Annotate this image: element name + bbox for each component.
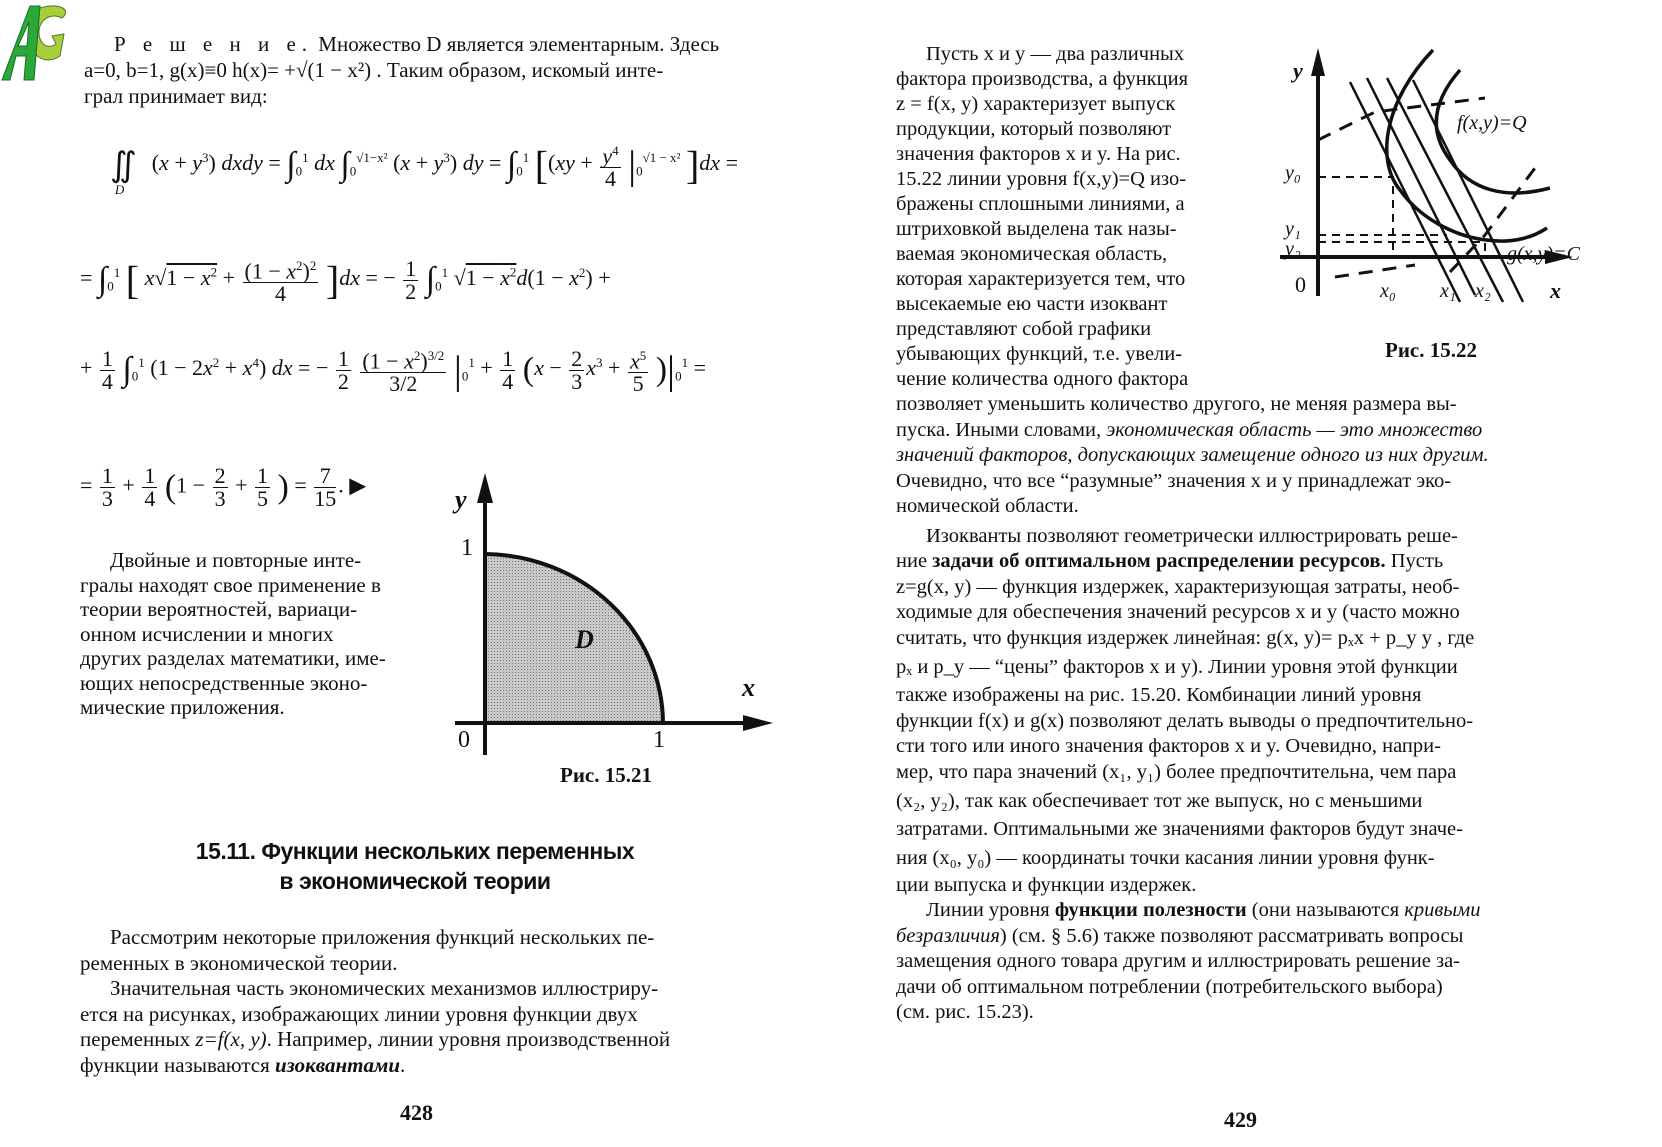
axis-label-y: y xyxy=(1293,58,1303,83)
ag-logo-icon xyxy=(0,0,72,86)
para1-line1: Рассмотрим некоторые приложения функций нескольких пе- xyxy=(110,925,655,949)
intro-line: штриховкой выделена так назы- xyxy=(896,218,1177,240)
iso-line6: pₓ и p_y — “цены” факторов x и y). Линии уровня этой функции xyxy=(896,656,1458,678)
equation-1: $∬_D$ $(x + y^3)$ dxdy = $\int_0^1$ dx $\int_0^{√1-x^2}$ $(x + y^3)$ dy = $\int_0^1$ [(xy + $\frac{y^4}{4}$ $|_0^{√1 - x^2}$ ]dx = xyxy=(110,140,738,190)
axis-label-x: x xyxy=(742,673,755,702)
section-heading-line-1: 15.11. Функции нескольких переменных xyxy=(195,838,635,864)
intro-line: бражены сплошными линиями, а xyxy=(896,193,1185,215)
util-line1: Линии уровня функции полезности (они называются кривыми xyxy=(926,899,1481,921)
cost-line-label: g(x,y)=C xyxy=(1507,243,1580,265)
integrals-line: гралы находят свое применение в xyxy=(80,572,381,597)
x2-label: x₂ xyxy=(1475,280,1491,302)
iso-line10: мер, что пара значений (x₁, y₁) более предпочтительна, чем пара xyxy=(896,760,1457,783)
y-axis-arrow-icon xyxy=(477,473,493,503)
integrals-line: Двойные и повторные инте- xyxy=(110,548,362,572)
para2-line2: ется на рисунках, изображающих линии уровня функции двух xyxy=(80,1001,638,1026)
cont-line5: номической области. xyxy=(896,495,1079,517)
section-heading xyxy=(100,836,730,896)
cont-line1: позволяет уменьшить количество другого, не меняя размера вы- xyxy=(896,393,1457,415)
iso-line3: z=g(x, y) — функция издержек, характеризующая затраты, необ- xyxy=(896,575,1460,598)
isoquant-diagram xyxy=(1275,40,1575,340)
figure-caption: Рис. 15.22 xyxy=(1385,338,1477,362)
page-number-right: 429 xyxy=(1224,1107,1257,1132)
iso-line9: сти того или иного значения факторов x и y. Очевидно, напри- xyxy=(896,735,1441,757)
solution-line-1: Множество D является элементарным. Здесь xyxy=(313,32,720,56)
solution-intro xyxy=(84,31,740,109)
term-utility-function: функции полезности xyxy=(1054,899,1247,921)
integrals-paragraph xyxy=(80,548,434,720)
integrals-line: ющих непосредственные эконо- xyxy=(80,670,368,695)
tick-label-y-1: 1 xyxy=(461,535,473,561)
intro-line: убывающих функций, т.е. увели- xyxy=(896,343,1183,365)
integrals-line: мические приложения. xyxy=(80,695,285,719)
isoquant-label: f(x,y)=Q xyxy=(1457,112,1527,134)
intro-line: z = f(x, y) характеризует выпуск xyxy=(896,93,1176,115)
x1-label: x₁ xyxy=(1440,280,1456,302)
para2-line3: переменных z=f(x, y). Например, линии уровня производственной xyxy=(80,1027,671,1051)
origin-label: 0 xyxy=(1295,272,1306,297)
para1-line2: ременных в экономической теории. xyxy=(80,950,398,975)
iso-line5: считать, что функция издержек линейная: g(x, y)= pₓx + p_y y , где xyxy=(896,626,1475,649)
intro-line: ваемая экономическая область, xyxy=(896,243,1168,265)
publisher-logo xyxy=(0,0,72,86)
iso-line11: (x₂, y₂), так как обеспечивает тот же выпуск, но с меньшими xyxy=(896,790,1423,812)
integrals-line: онном исчислении и многих xyxy=(80,621,334,646)
cont-line4: Очевидно, что все “разумные” значения x и y принадлежат эко- xyxy=(896,469,1452,492)
axis-label-x: x xyxy=(1550,278,1561,303)
intro-paragraphs xyxy=(80,925,740,1078)
equation-4: = $\frac{1}{3}$ + $\frac{1}{4}$ (1 − $\frac{2}{3}$ + $\frac{1}{5}$ ) = $\frac{7}{15}$ . ▶ xyxy=(80,463,367,511)
region-label-d: D xyxy=(575,625,594,654)
x0-label: x₀ xyxy=(1380,280,1396,302)
para2-line1: Значительная часть экономических механизмов иллюстриру- xyxy=(110,976,659,1000)
axis-label-y: y xyxy=(455,485,467,514)
y1-label: y₁ xyxy=(1285,218,1301,240)
equation-2: = $\int_0^1$ [ $x√1 - x^2$ + $\frac{(1 - x^2)^2}{4}$ ]dx = − $\frac{1}{2}$ $\int_0^1$ $√1 - x^2d(1 - x^2)$ + xyxy=(80,255,611,307)
intro-line: чение количества одного фактора xyxy=(896,368,1189,390)
intro-line: 15.22 линии уровня f(x,y)=Q изо- xyxy=(896,168,1187,190)
tick-label-x-1: 1 xyxy=(653,727,665,753)
right-continuation xyxy=(896,392,1596,1026)
term-optimal-allocation: задачи об оптимальном распределении ресурсов. xyxy=(932,550,1386,572)
y0-label: y₀ xyxy=(1285,162,1301,184)
integrals-line: теории вероятностей, вариаци- xyxy=(80,597,358,621)
figure-15-22 xyxy=(1275,40,1580,385)
solution-line-2: a=0, b=1, g(x)≡0 h(x)= +√(1 − x²) . Таким образом, искомый инте- xyxy=(84,58,664,82)
iso-line7: также изображены на рис. 15.20. Комбинации линий уровня xyxy=(896,684,1422,706)
util-line3: замещения одного товара другим и иллюстрировать решение за- xyxy=(896,950,1460,972)
x-axis-arrow-icon xyxy=(743,715,773,731)
quarter-circle-diagram xyxy=(455,465,775,775)
term-isoquants: изоквантами xyxy=(275,1052,401,1077)
intro-line: фактора производства, а функция xyxy=(896,68,1189,90)
para2-line4: функции называются изоквантами. xyxy=(80,1052,406,1077)
iso-line12: затратами. Оптимальными же значениями факторов будут значе- xyxy=(896,818,1463,840)
util-line2: безразличия) (см. § 5.6) также позволяют рассматривать вопросы xyxy=(896,924,1464,947)
iso-line1: Изокванты позволяют геометрически иллюстрировать реше- xyxy=(926,524,1458,547)
section-heading-line-2: в экономической теории xyxy=(279,868,551,894)
intro-line: значения факторов x и y. На рис. xyxy=(896,143,1181,165)
y2-label: y₂ xyxy=(1285,238,1301,260)
intro-line: продукции, который позволяют xyxy=(896,118,1172,140)
iso-line4: ходимые для обеспечения значений ресурсов x и y (часто можно xyxy=(896,601,1460,623)
util-line4: дачи об оптимальном потреблении (потребительского выбора) xyxy=(896,975,1443,998)
iso-line2: ние задачи об оптимальном распределении ресурсов. Пусть xyxy=(896,550,1444,572)
end-of-proof-icon: ▶ xyxy=(349,472,367,498)
page-number-left: 428 xyxy=(400,1100,433,1125)
integrals-line: других разделах математики, име- xyxy=(80,646,386,670)
intro-line: которая характеризуется тем, что xyxy=(896,268,1186,290)
right-intro xyxy=(896,42,1258,392)
solution-line-3: грал принимает вид: xyxy=(84,84,268,108)
origin-label: 0 xyxy=(458,727,470,753)
figure-15-21 xyxy=(455,465,775,795)
iso-line13: ния (x₀, y₀) — координаты точки касания линии уровня функ- xyxy=(896,846,1435,869)
intro-line: Пусть x и y — два различных xyxy=(926,43,1185,65)
iso-line14: ции выпуска и функции издержек. xyxy=(896,873,1197,896)
cont-line2: пуска. Иными словами, экономическая область — это множество xyxy=(896,418,1483,441)
figure-caption: Рис. 15.21 xyxy=(560,763,652,787)
iso-line8: функции f(x) и g(x) позволяют делать выводы о предпочтительно- xyxy=(896,709,1474,732)
equation-3: + $\frac{1}{4}$ $\int_0^1$ $(1 - 2x^2 + x^4)$ dx = − $\frac{1}{2}$ $\frac{(1 - x^2)^{3/2}}{3/2}$ $|_0^1$ + $\frac{1}{4}$ (x − $\frac{2}{3}$ $x^3$ + $\frac{x^5}{5}$ )$|_0^1$ = xyxy=(80,345,706,397)
solution-lead: Р е ш е н и е. xyxy=(114,32,314,56)
intro-line: высекаемые ею части изоквант xyxy=(896,293,1168,315)
intro-line: представляют собой графики xyxy=(896,318,1152,340)
cont-line3: значений факторов, допускающих замещение одного из них другим. xyxy=(896,444,1489,466)
util-line5: (см. рис. 15.23). xyxy=(896,1001,1034,1023)
